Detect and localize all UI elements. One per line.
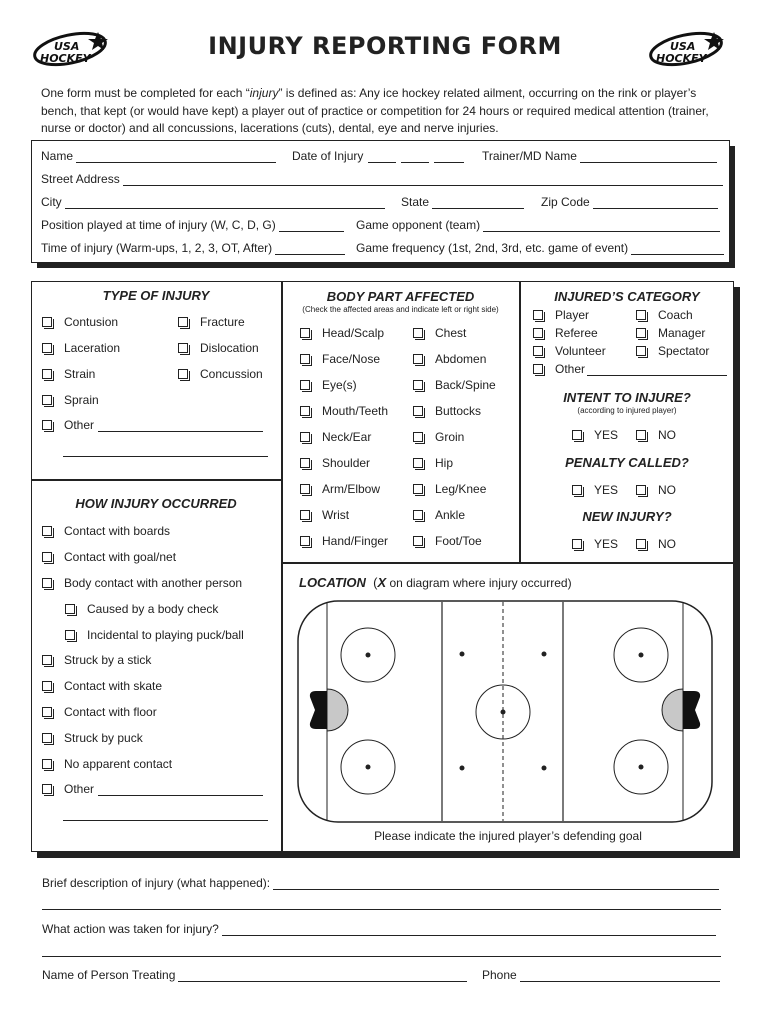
checkbox-fracture[interactable] <box>178 315 245 329</box>
opponent-field[interactable] <box>483 219 720 232</box>
checkbox-mouth-teeth[interactable] <box>300 404 388 418</box>
time-row <box>41 241 345 255</box>
checkbox-icon[interactable] <box>42 420 52 430</box>
state-row <box>401 195 524 209</box>
action-row <box>42 922 716 936</box>
faceoff-dot <box>366 653 371 658</box>
checkbox-icon[interactable] <box>300 354 310 364</box>
checkbox-icon[interactable] <box>42 681 52 691</box>
checkbox-icon[interactable] <box>413 406 423 416</box>
checkbox-icon[interactable] <box>413 536 423 546</box>
checkbox-label: Referee <box>555 326 598 340</box>
location-title: LOCATION <box>299 575 366 590</box>
position-field[interactable] <box>279 219 344 232</box>
faceoff-dot <box>639 653 644 658</box>
checkbox-volunteer[interactable] <box>533 344 606 358</box>
checkbox-icon[interactable] <box>413 432 423 442</box>
checkbox-label: Groin <box>435 430 465 444</box>
checkbox-icon[interactable] <box>178 317 188 327</box>
checkbox-new-no[interactable] <box>636 537 676 551</box>
checkbox-icon[interactable] <box>636 328 646 338</box>
checkbox-sprain[interactable] <box>42 393 99 407</box>
date-row <box>292 149 464 163</box>
date-day-field[interactable] <box>401 150 429 163</box>
position-row <box>41 218 344 232</box>
checkbox-label: Dislocation <box>200 341 259 355</box>
action-label: What action was taken for injury? <box>42 922 219 936</box>
checkbox-contact-boards[interactable] <box>42 524 170 538</box>
state-field[interactable] <box>432 196 524 209</box>
frequency-label: Game frequency (1st, 2nd, 3rd, etc. game of event) <box>356 241 629 255</box>
city-row <box>41 195 385 209</box>
checkbox-icon[interactable] <box>42 343 52 353</box>
checkbox-struck-stick[interactable] <box>42 653 151 667</box>
checkbox-no-contact[interactable] <box>42 757 172 771</box>
checkbox-icon[interactable] <box>178 369 188 379</box>
checkbox-icon[interactable] <box>533 346 543 356</box>
checkbox-laceration[interactable] <box>42 341 120 355</box>
checkbox-label: Fracture <box>200 315 245 329</box>
checkbox-label: Other <box>64 418 95 432</box>
checkbox-spectator[interactable] <box>636 344 709 358</box>
checkbox-icon[interactable] <box>636 430 646 440</box>
checkbox-strain[interactable] <box>42 367 95 381</box>
checkbox-label: Hand/Finger <box>322 534 389 548</box>
usa-hockey-logo-right <box>646 28 736 70</box>
divider-type-how <box>31 479 282 481</box>
penalty-title: PENALTY CALLED? <box>565 455 689 470</box>
zip-row <box>541 195 718 209</box>
checkbox-icon[interactable] <box>42 578 52 588</box>
checkbox-face-nose[interactable] <box>300 352 380 366</box>
checkbox-icon[interactable] <box>533 364 543 374</box>
checkbox-how-other[interactable] <box>42 782 263 796</box>
checkbox-icon[interactable] <box>42 759 52 769</box>
checkbox-label: Leg/Knee <box>435 482 487 496</box>
rink-diagram[interactable] <box>297 600 713 823</box>
checkbox-abdomen[interactable] <box>413 352 486 366</box>
checkbox-label: Mouth/Teeth <box>322 404 389 418</box>
checkbox-intent-yes[interactable] <box>572 428 618 442</box>
checkbox-icon[interactable] <box>300 380 310 390</box>
checkbox-icon[interactable] <box>42 395 52 405</box>
checkbox-intent-no[interactable] <box>636 428 676 442</box>
divider-vertical-left <box>281 281 283 852</box>
checkbox-label: Coach <box>658 308 693 322</box>
checkbox-label: Body contact with another person <box>64 576 243 590</box>
city-field[interactable] <box>65 196 385 209</box>
checkbox-body-contact[interactable] <box>42 576 242 590</box>
date-year-field[interactable] <box>434 150 464 163</box>
checkbox-contusion[interactable] <box>42 315 118 329</box>
checkbox-label: Foot/Toe <box>435 534 482 548</box>
category-other-field[interactable] <box>587 363 727 376</box>
checkbox-label: Volunteer <box>555 344 606 358</box>
checkbox-icon[interactable] <box>572 430 582 440</box>
type-other-field[interactable] <box>98 419 263 432</box>
neutral-dot <box>460 766 465 771</box>
checkbox-icon[interactable] <box>42 369 52 379</box>
checkbox-dislocation[interactable] <box>178 341 259 355</box>
type-other-field-2[interactable] <box>63 456 268 457</box>
name-row <box>41 149 276 163</box>
logo-text-bottom: HOCKEY <box>656 52 707 65</box>
checkbox-icon[interactable] <box>300 484 310 494</box>
checkbox-icon[interactable] <box>65 604 75 614</box>
checkbox-icon[interactable] <box>413 328 423 338</box>
checkbox-icon[interactable] <box>42 552 52 562</box>
name-label: Name <box>41 149 74 163</box>
checkbox-ankle[interactable] <box>413 508 465 522</box>
checkbox-label: No apparent contact <box>64 757 173 771</box>
checkbox-contact-skate[interactable] <box>42 679 162 693</box>
category-title: INJURED’S CATEGORY <box>554 289 700 304</box>
checkbox-eyes[interactable] <box>300 378 357 392</box>
body-part-title: BODY PART AFFECTED <box>326 289 475 304</box>
checkbox-groin[interactable] <box>413 430 464 444</box>
checkbox-icon[interactable] <box>42 526 52 536</box>
checkbox-label: Incidental to playing puck/ball <box>87 628 244 642</box>
intent-subtitle: (according to injured player) <box>577 406 677 415</box>
checkbox-icon[interactable] <box>413 354 423 364</box>
checkbox-player[interactable] <box>533 308 589 322</box>
checkbox-label: NO <box>658 537 676 551</box>
checkbox-referee[interactable] <box>533 326 598 340</box>
checkbox-label: Manager <box>658 326 706 340</box>
checkbox-label: Buttocks <box>435 404 482 418</box>
checkbox-icon[interactable] <box>65 630 75 640</box>
phone-field[interactable] <box>520 969 720 982</box>
checkbox-label: YES <box>594 537 619 551</box>
checkbox-contact-goal[interactable] <box>42 550 176 564</box>
checkbox-penalty-no[interactable] <box>636 483 676 497</box>
checkbox-label: Contact with floor <box>64 705 157 719</box>
checkbox-label: Caused by a body check <box>87 602 219 616</box>
checkbox-hand-finger[interactable] <box>300 534 388 548</box>
checkbox-penalty-yes[interactable] <box>572 483 618 497</box>
description-field[interactable] <box>273 877 719 890</box>
checkbox-icon[interactable] <box>413 484 423 494</box>
page-title: INJURY REPORTING FORM <box>208 32 562 60</box>
checkbox-label: Head/Scalp <box>322 326 385 340</box>
checkbox-label: Face/Nose <box>322 352 381 366</box>
checkbox-hip[interactable] <box>413 456 453 470</box>
checkbox-label: Shoulder <box>322 456 371 470</box>
checkbox-label: Wrist <box>322 508 350 522</box>
checkbox-icon[interactable] <box>636 310 646 320</box>
checkbox-type-other[interactable] <box>42 418 263 432</box>
checkbox-label: Struck by puck <box>64 731 143 745</box>
street-row <box>41 172 723 186</box>
location-heading <box>299 575 572 590</box>
checkbox-concussion[interactable] <box>178 367 263 381</box>
faceoff-dot <box>366 765 371 770</box>
checkbox-label: Concussion <box>200 367 263 381</box>
phone-label: Phone <box>482 968 517 982</box>
checkbox-label: Abdomen <box>435 352 487 366</box>
street-field[interactable] <box>123 173 723 186</box>
how-occurred-title: HOW INJURY OCCURRED <box>75 496 237 511</box>
neutral-dot <box>542 652 547 657</box>
checkbox-icon[interactable] <box>42 317 52 327</box>
checkbox-struck-puck[interactable] <box>42 731 143 745</box>
type-of-injury-title: TYPE OF INJURY <box>102 288 210 303</box>
name-field[interactable] <box>76 150 276 163</box>
checkbox-foot-toe[interactable] <box>413 534 482 548</box>
checkbox-icon[interactable] <box>533 328 543 338</box>
checkbox-label: Hip <box>435 456 454 470</box>
checkbox-label: YES <box>594 428 619 442</box>
checkbox-icon[interactable] <box>300 328 310 338</box>
phone-row <box>482 968 720 982</box>
checkbox-label: Strain <box>64 367 96 381</box>
checkbox-label: Back/Spine <box>435 378 496 392</box>
checkbox-neck-ear[interactable] <box>300 430 371 444</box>
checkbox-icon[interactable] <box>42 733 52 743</box>
checkbox-icon[interactable] <box>42 707 52 717</box>
divider-body-location <box>281 562 734 564</box>
checkbox-manager[interactable] <box>636 326 705 340</box>
description-label: Brief description of injury (what happened): <box>42 876 271 890</box>
checkbox-icon[interactable] <box>300 510 310 520</box>
checkbox-icon[interactable] <box>533 310 543 320</box>
checkbox-icon[interactable] <box>413 380 423 390</box>
checkbox-label: Neck/Ear <box>322 430 372 444</box>
checkbox-contact-floor[interactable] <box>42 705 157 719</box>
checkbox-icon[interactable] <box>413 458 423 468</box>
intro-emphasis: injury <box>249 86 279 100</box>
trainer-row <box>482 149 717 163</box>
checkbox-buttocks[interactable] <box>413 404 481 418</box>
checkbox-label: Laceration <box>64 341 121 355</box>
checkbox-label: Other <box>555 362 586 376</box>
zip-field[interactable] <box>593 196 718 209</box>
checkbox-label: Contusion <box>64 315 119 329</box>
treating-field[interactable] <box>178 969 467 982</box>
rink-caption: Please indicate the injured player’s defending goal <box>374 829 642 843</box>
checkbox-icon[interactable] <box>300 458 310 468</box>
frequency-row <box>356 241 724 255</box>
checkbox-label: Struck by a stick <box>64 653 152 667</box>
checkbox-label: Sprain <box>64 393 99 407</box>
time-label: Time of injury (Warm-ups, 1, 2, 3, OT, After) <box>41 241 273 255</box>
checkbox-icon[interactable] <box>42 655 52 665</box>
neutral-dot <box>542 766 547 771</box>
checkbox-icon[interactable] <box>572 539 582 549</box>
checkbox-label: Chest <box>435 326 467 340</box>
frequency-field[interactable] <box>631 242 724 255</box>
checkbox-icon[interactable] <box>636 485 646 495</box>
description-field-2[interactable] <box>42 909 721 910</box>
checkbox-icon[interactable] <box>178 343 188 353</box>
checkbox-label: Ankle <box>435 508 466 522</box>
treating-row <box>42 968 467 982</box>
location-instruction: on diagram where injury occurred) <box>386 576 572 590</box>
state-label: State <box>401 195 430 209</box>
zip-label: Zip Code <box>541 195 590 209</box>
checkbox-wrist[interactable] <box>300 508 349 522</box>
how-other-field[interactable] <box>98 783 263 796</box>
logo-text-top: USA <box>54 40 80 53</box>
checkbox-label: YES <box>594 483 619 497</box>
checkbox-label: NO <box>658 428 676 442</box>
checkbox-chest[interactable] <box>413 326 466 340</box>
neutral-dot <box>460 652 465 657</box>
street-label: Street Address <box>41 172 120 186</box>
checkbox-icon[interactable] <box>636 346 646 356</box>
city-label: City <box>41 195 62 209</box>
checkbox-label: Eye(s) <box>322 378 357 392</box>
checkbox-label: Other <box>64 782 95 796</box>
checkbox-shoulder[interactable] <box>300 456 370 470</box>
checkbox-label: NO <box>658 483 676 497</box>
checkbox-label: Contact with skate <box>64 679 163 693</box>
description-row <box>42 876 719 890</box>
intro-text <box>41 85 731 138</box>
location-x: X <box>377 575 387 590</box>
new-injury-title: NEW INJURY? <box>582 509 672 524</box>
trainer-field[interactable] <box>580 150 717 163</box>
faceoff-dot <box>639 765 644 770</box>
trainer-label: Trainer/MD Name <box>482 149 577 163</box>
checkbox-arm-elbow[interactable] <box>300 482 380 496</box>
checkbox-new-yes[interactable] <box>572 537 618 551</box>
checkbox-icon[interactable] <box>300 536 310 546</box>
checkbox-icon[interactable] <box>300 432 310 442</box>
intro-part2: ” is defined as: Any ice hockey related ailment, occurring on the rink or player’s bench, that kept (or would have kept) a player out of practice or competition for 24 hours or required medical attention (trainer, nurse or doctor) and all concussions, lacerations (cuts), dental, eye and nerve injuries. <box>41 86 709 135</box>
position-label: Position played at time of injury (W, C, D, G) <box>41 218 276 232</box>
intent-title: INTENT TO INJURE? <box>563 390 691 405</box>
checkbox-icon[interactable] <box>572 485 582 495</box>
checkbox-icon[interactable] <box>636 539 646 549</box>
checkbox-label: Contact with goal/net <box>64 550 177 564</box>
opponent-row <box>356 218 720 232</box>
checkbox-leg-knee[interactable] <box>413 482 486 496</box>
body-part-subtitle: (Check the affected areas and indicate left or right side) <box>302 305 499 314</box>
how-other-field-2[interactable] <box>63 820 268 821</box>
checkbox-icon[interactable] <box>413 510 423 520</box>
checkbox-icon[interactable] <box>42 784 52 794</box>
checkbox-incidental[interactable] <box>65 628 244 642</box>
date-month-field[interactable] <box>368 150 396 163</box>
checkbox-head-scalp[interactable] <box>300 326 384 340</box>
treating-label: Name of Person Treating <box>42 968 176 982</box>
checkbox-body-check[interactable] <box>65 602 218 616</box>
date-of-injury-label: Date of Injury <box>292 149 364 163</box>
checkbox-back-spine[interactable] <box>413 378 496 392</box>
center-dot <box>501 710 506 715</box>
opponent-label: Game opponent (team) <box>356 218 481 232</box>
logo-text-top: USA <box>670 40 696 53</box>
action-field[interactable] <box>222 923 716 936</box>
checkbox-icon[interactable] <box>300 406 310 416</box>
intro-part1: One form must be completed for each “ <box>41 86 250 100</box>
checkbox-label: Player <box>555 308 590 322</box>
checkbox-coach[interactable] <box>636 308 693 322</box>
checkbox-label: Contact with boards <box>64 524 171 538</box>
checkbox-label: Spectator <box>658 344 710 358</box>
location-paren: ( <box>373 575 378 590</box>
time-field[interactable] <box>275 242 345 255</box>
checkbox-label: Arm/Elbow <box>322 482 381 496</box>
action-field-2[interactable] <box>42 956 721 957</box>
checkbox-category-other[interactable] <box>533 362 727 376</box>
logo-text-bottom: HOCKEY <box>40 52 91 65</box>
